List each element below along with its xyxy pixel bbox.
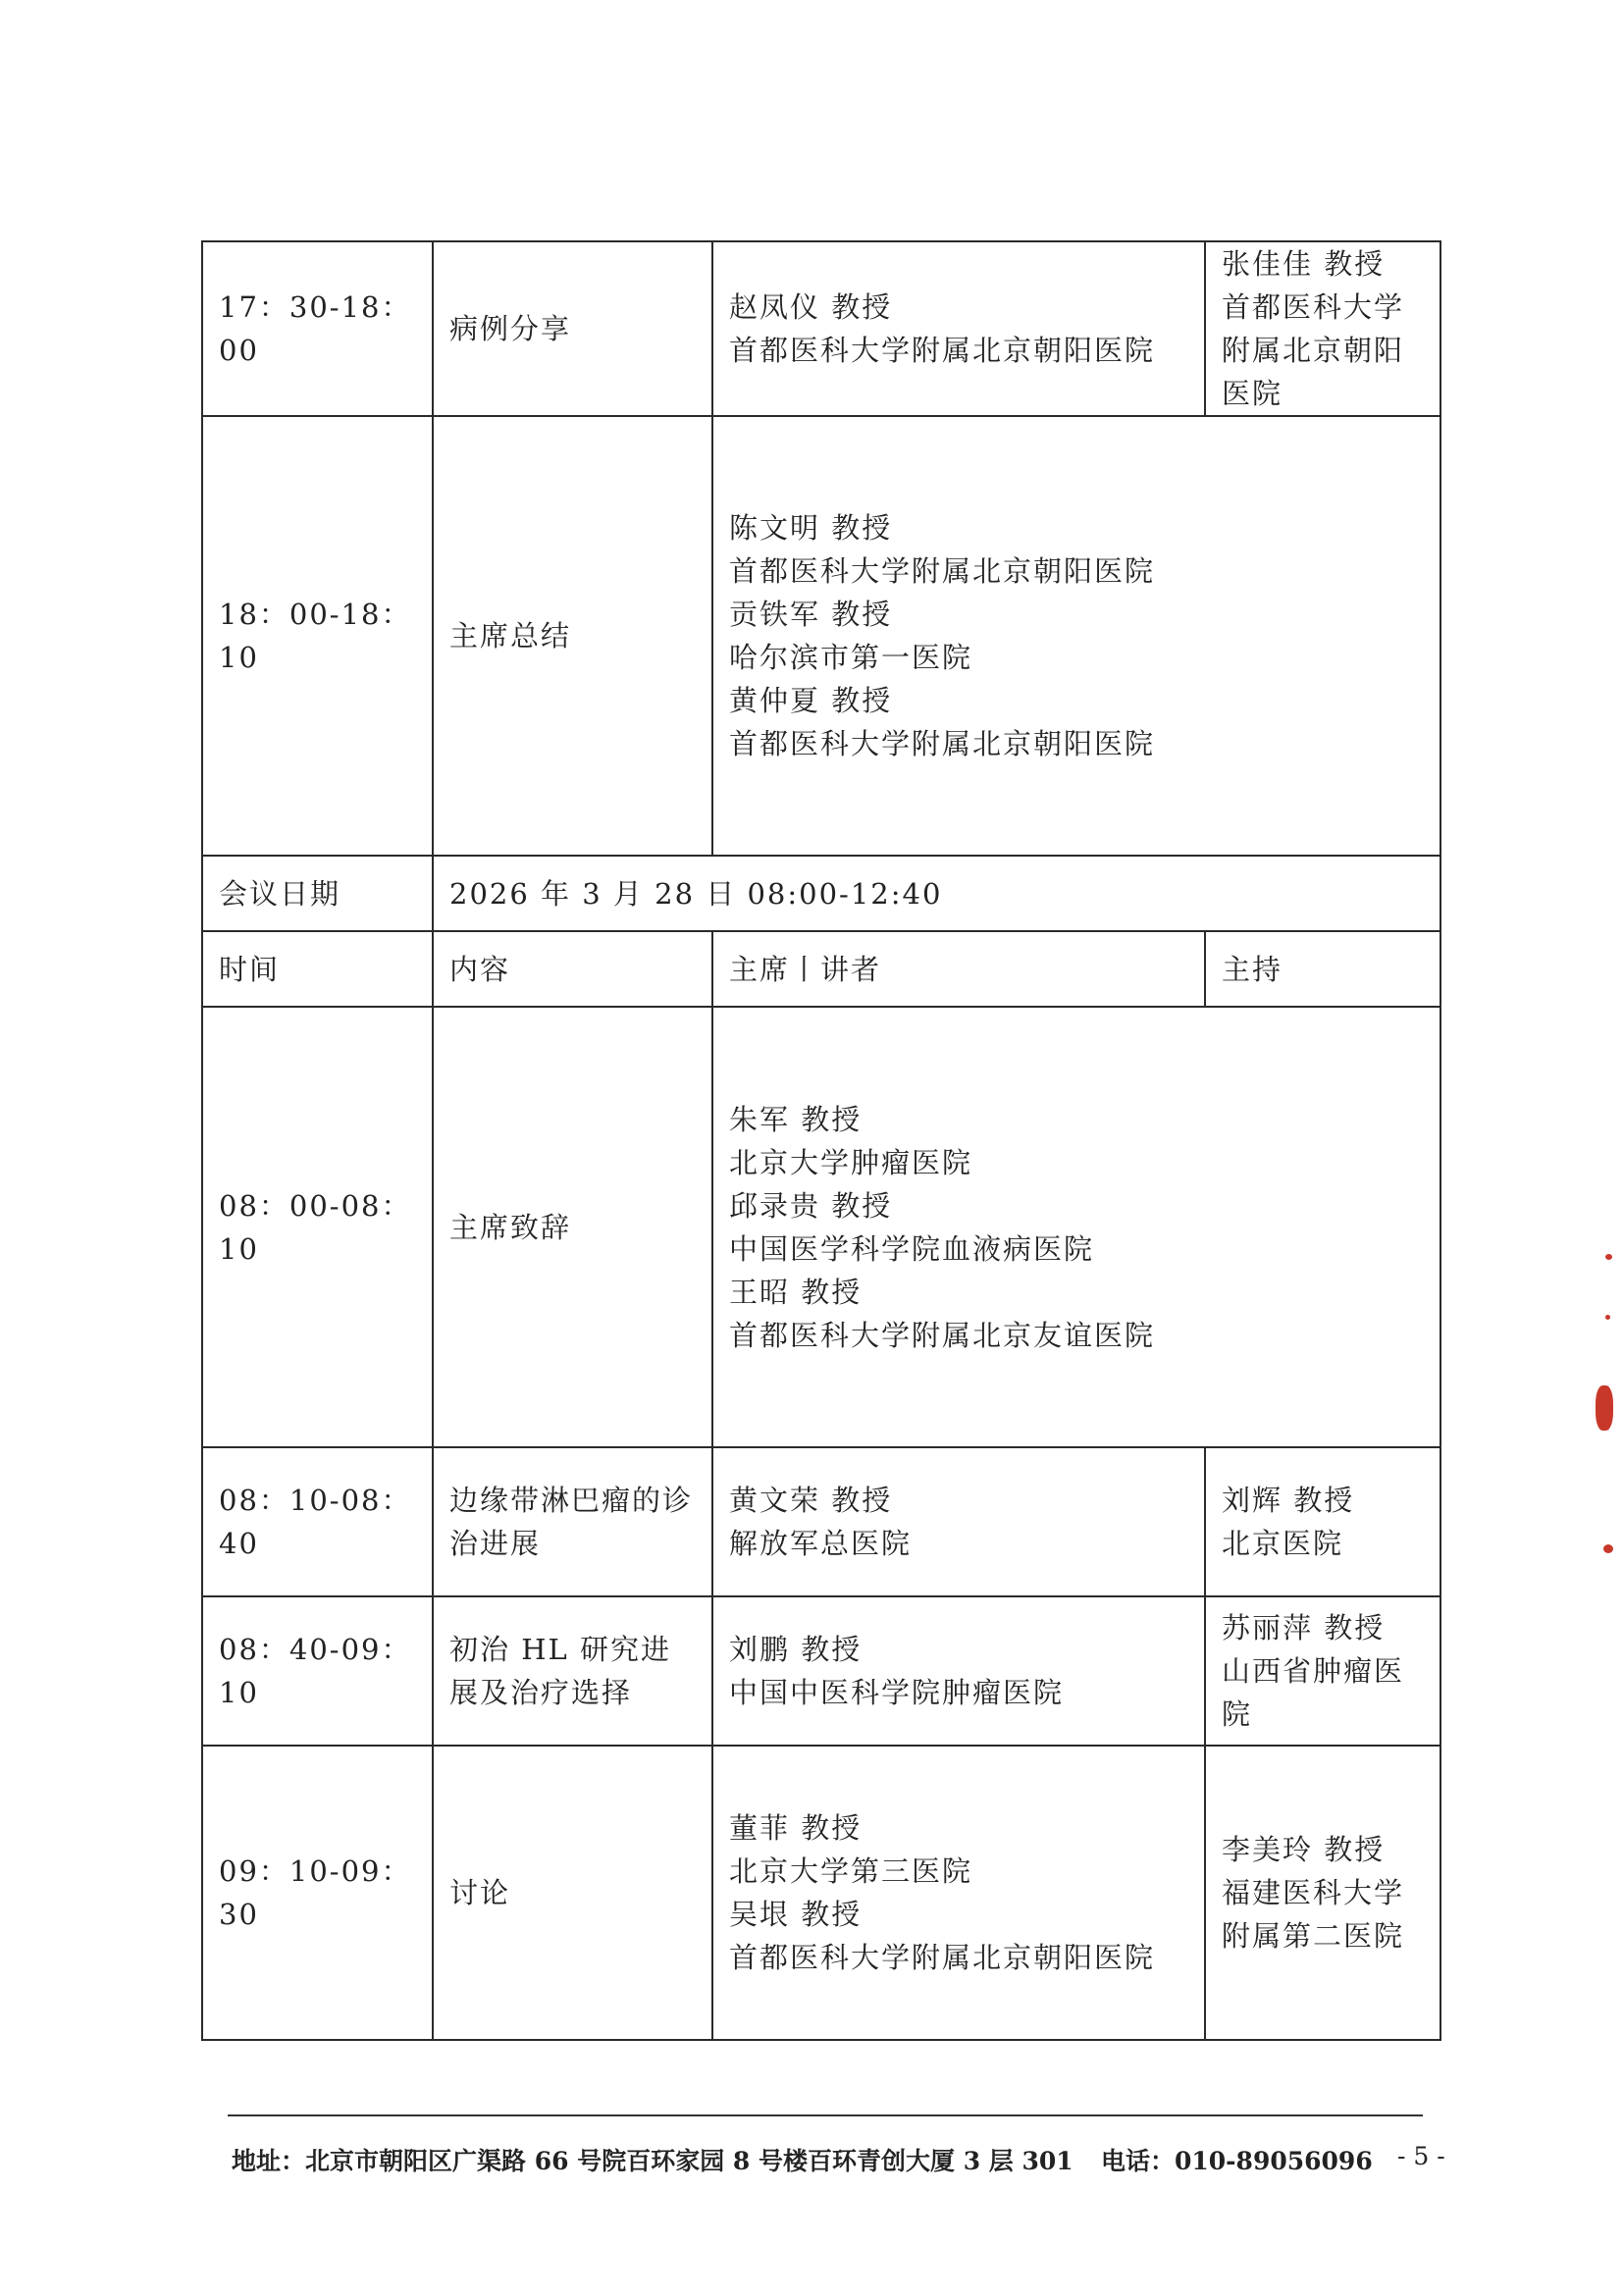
time-cell: 08：40-09：10 [202,1596,433,1746]
speaker-affiliation: 北京大学第三医院 [729,1854,973,1888]
host-name: 刘辉 教授 [1222,1484,1355,1517]
time-cell: 08：00-08：10 [202,1007,433,1447]
speaker-affiliation: 首都医科大学附属北京朝阳医院 [729,334,1156,367]
speaker-name: 邱录贵 教授 [729,1188,893,1223]
header-row [202,931,1440,1007]
content-cell: 讨论 [433,1746,712,2040]
schedule-row [202,1746,1440,2040]
speaker-affiliation: 中国医学科学院血液病医院 [729,1231,1095,1266]
schedule-row [202,1007,1440,1447]
speaker-affiliation: 哈尔滨市第一医院 [729,641,973,674]
speaker-affiliation: 北京大学肿瘤医院 [729,1145,973,1179]
speaker-affiliation: 首都医科大学附属北京朝阳医院 [729,727,1156,760]
host-cell [1205,1447,1440,1596]
page-number: - 5 - [1397,2142,1445,2170]
host-cell [1205,241,1440,416]
page-footer [232,2142,1448,2181]
time-cell: 08：10-08：40 [202,1447,433,1596]
schedule-row [202,1447,1440,1596]
host-name: 李美玲 教授 [1222,1833,1386,1866]
footer-address: 地址：北京市朝阳区广渠路 66 号院百环家园 8 号楼百环青创大厦 3 层 301 [232,2147,1073,2175]
schedule-row [202,1596,1440,1746]
time-cell: 17：30-18：00 [202,241,433,416]
host-affiliation: 福建医科大学附属第二医院 [1222,1876,1405,1953]
seal-mark [1605,1315,1610,1320]
speaker-cell [712,1596,1205,1746]
seal-mark [1605,1254,1612,1260]
content-cell: 边缘带淋巴瘤的诊治进展 [433,1447,712,1596]
host-name: 苏丽萍 教授 [1222,1611,1386,1644]
schedule-row [202,241,1440,416]
seal-mark [1596,1385,1613,1431]
header-chair: 主席丨讲者 [712,931,1205,1007]
session-date-label: 会议日期 [202,856,433,931]
time-cell: 18：00-18：10 [202,416,433,856]
header-time: 时间 [202,931,433,1007]
host-affiliation: 首都医科大学附属北京朝阳医院 [1222,290,1405,410]
seal-mark [1603,1544,1613,1553]
footer-phone: 电话：010-89056096 [1101,2147,1373,2175]
host-affiliation: 山西省肿瘤医院 [1222,1654,1405,1731]
schedule-row [202,416,1440,856]
content-cell: 主席致辞 [433,1007,712,1447]
host-name: 张佳佳 教授 [1222,247,1386,281]
speaker-name: 黄仲夏 教授 [729,684,893,717]
speaker-name: 吴垠 教授 [729,1898,863,1931]
speaker-name: 赵凤仪 教授 [729,290,893,324]
speaker-affiliation: 中国中医科学院肿瘤医院 [729,1676,1065,1709]
speaker-affiliation: 首都医科大学附属北京朝阳医院 [729,554,1156,588]
speaker-cell [712,1746,1205,2040]
session-date-row [202,856,1440,931]
host-cell [1205,1746,1440,2040]
header-content: 内容 [433,931,712,1007]
speaker-name: 陈文明 教授 [729,511,893,545]
speaker-affiliation: 首都医科大学附属北京朝阳医院 [729,1941,1156,1974]
speaker-cell [712,241,1205,416]
schedule-table [201,240,1441,2041]
speaker-cell [712,1447,1205,1596]
speaker-name: 王昭 教授 [729,1275,863,1309]
speaker-name: 黄文荣 教授 [729,1484,893,1517]
time-cell: 09：10-09：30 [202,1746,433,2040]
speaker-name: 贡铁军 教授 [729,598,893,631]
host-affiliation: 北京医院 [1222,1527,1344,1560]
speaker-name: 朱军 教授 [729,1102,863,1136]
content-cell: 主席总结 [433,416,712,856]
host-cell [1205,1596,1440,1746]
content-cell: 病例分享 [433,241,712,416]
speaker-affiliation: 解放军总医院 [729,1527,913,1560]
speaker-name: 董菲 教授 [729,1811,863,1845]
speaker-cell [712,1007,1440,1447]
speaker-name: 刘鹏 教授 [729,1633,863,1666]
content-cell: 初治 HL 研究进展及治疗选择 [433,1596,712,1746]
speaker-cell [712,416,1440,856]
speaker-affiliation: 首都医科大学附属北京友谊医院 [729,1318,1156,1352]
header-host: 主持 [1205,931,1440,1007]
footer-divider [228,2114,1423,2116]
session-date-value: 2026 年 3 月 28 日 08:00-12:40 [433,856,1440,931]
